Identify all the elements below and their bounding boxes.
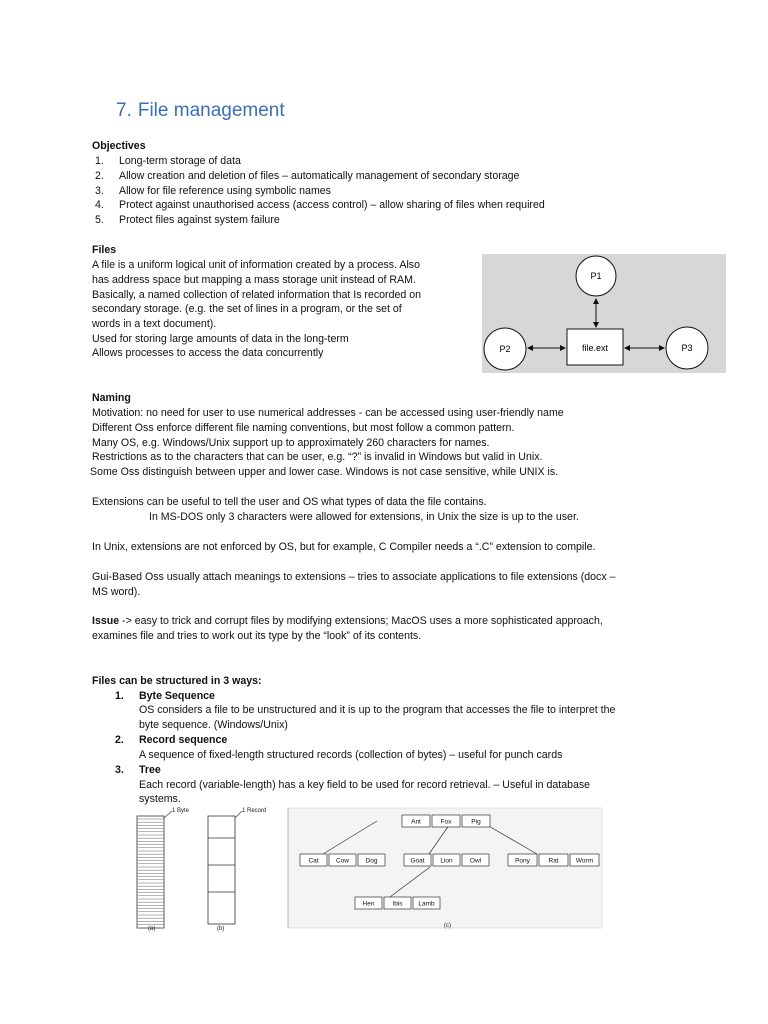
- objectives-heading: Objectives: [92, 140, 146, 152]
- tree-key-label: Fox: [440, 818, 452, 826]
- extensions-line: Extensions can be useful to tell the user and OS what types of data the file contains.: [92, 496, 487, 508]
- tree-key-label: Lamb: [418, 900, 435, 908]
- structure-item-title: 1. Byte Sequence: [115, 690, 215, 702]
- issue-label: Issue: [92, 615, 120, 627]
- tree-key-label: Cat: [308, 857, 319, 865]
- tree-key-label: Ibis: [392, 900, 403, 908]
- files-text-line: secondary storage. (e.g. the set of lines in a program, or the set of: [92, 303, 402, 315]
- p1-label: P1: [590, 271, 602, 281]
- naming-text-line: Many OS, e.g. Windows/Unix support up to approximately 260 characters for names.: [92, 437, 490, 449]
- naming-heading: Naming: [92, 392, 131, 404]
- caption-b: (b): [217, 926, 225, 932]
- structure-heading: Files can be structured in 3 ways:: [92, 675, 262, 687]
- naming-text-line: Restrictions as to the characters that can be user, e.g. “?” is invalid in Windows but valid in Unix.: [92, 451, 543, 463]
- structure-item-text: byte sequence. (Windows/Unix): [139, 719, 288, 731]
- file-structure-svg: [134, 806, 608, 934]
- files-text-line: has address space but mapping a mass storage unit instead of RAM.: [92, 274, 416, 286]
- tree-key-label: Ant: [411, 818, 421, 826]
- title-text: File management: [137, 100, 285, 121]
- record-sequence-diagram: [208, 808, 266, 932]
- file-label: file.ext: [581, 343, 609, 353]
- file-structure-figure: [134, 806, 608, 934]
- tree-diagram: [288, 808, 602, 929]
- p3-label: P3: [681, 343, 693, 353]
- process-file-diagram: [482, 254, 726, 373]
- issue-line: Issue -> easy to trick and corrupt files by modifying extensions; MacOS uses a more sophisticated approach,: [92, 615, 603, 627]
- left-node: [300, 854, 385, 866]
- tree-key-label: Goat: [410, 857, 425, 865]
- tree-key-label: Worm: [575, 857, 594, 865]
- root-node: [402, 815, 490, 827]
- tree-key-label: Pig: [471, 818, 481, 826]
- caption-c: (c): [444, 923, 451, 929]
- unix-extensions-line: In Unix, extensions are not enforced by OS, but for example, C Compiler needs a “.C” extension to compile.: [92, 541, 596, 553]
- files-text-line: words in a text document).: [92, 318, 217, 330]
- tree-key-label: Lion: [440, 857, 453, 865]
- record-label: 1 Record: [242, 808, 267, 814]
- naming-text-line: Some Oss distinguish between upper and lower case. Windows is not case sensitive, while UNIX is.: [90, 466, 559, 478]
- right-node: [508, 854, 599, 866]
- gui-line: Gui-Based Oss usually attach meanings to extensions – tries to associate applications to file extensions (docx –: [92, 571, 616, 583]
- naming-text-line: Motivation: no need for user to use numerical addresses - can be accessed using user-friendly name: [92, 407, 564, 419]
- naming-text-line: Different Oss enforce different file naming conventions, but most follow a common pattern.: [92, 422, 515, 434]
- structure-item-title: 3. Tree: [115, 764, 161, 776]
- objective-item: 1. Long-term storage of data: [95, 155, 241, 167]
- tree-key-label: Cow: [335, 857, 350, 865]
- objective-item: 3. Allow for file reference using symbolic names: [95, 185, 331, 197]
- objective-item: 2. Allow creation and deletion of files – automatically management of secondary storage: [95, 170, 520, 182]
- byte-label: 1 Byte: [172, 808, 190, 814]
- structure-item-text: systems.: [139, 793, 181, 805]
- issue-line: examines file and tries to work out its type by the “look” of its contents.: [92, 630, 422, 642]
- objective-item: 4. Protect against unauthorised access (access control) – allow sharing of files when required: [95, 199, 545, 211]
- files-text-line: Basically, a named collection of related information that Is recorded on: [92, 289, 421, 301]
- files-text-line: Allows processes to access the data concurrently: [92, 347, 324, 359]
- tree-key-label: Owl: [469, 857, 482, 865]
- msdos-line: In MS-DOS only 3 characters were allowed for extensions, in Unix the size is up to the user.: [149, 511, 579, 523]
- p2-label: P2: [499, 344, 511, 354]
- files-heading: Files: [92, 244, 117, 256]
- tree-key-label: Dog: [365, 857, 378, 865]
- structure-item-text: OS considers a file to be unstructured and it is up to the program that accesses the file to interpret the: [139, 704, 616, 716]
- leaf-node: [355, 897, 440, 909]
- middle-node: [404, 854, 489, 866]
- structure-item-title: 2. Record sequence: [115, 734, 228, 746]
- byte-sequence-diagram: [137, 808, 190, 932]
- tree-key-label: Hen: [362, 900, 375, 908]
- gui-line: MS word).: [92, 586, 141, 598]
- objective-item: 5. Protect files against system failure: [95, 214, 280, 226]
- tree-key-label: Rat: [548, 857, 559, 865]
- tree-key-label: Pony: [515, 857, 530, 865]
- page-title: [116, 100, 285, 122]
- files-text-line: A file is a uniform logical unit of information created by a process. Also: [92, 259, 420, 271]
- caption-a: (a): [148, 926, 156, 932]
- files-text-line: Used for storing large amounts of data in the long-term: [92, 333, 349, 345]
- structure-item-text: A sequence of fixed-length structured records (collection of bytes) – useful for punch cards: [139, 749, 563, 761]
- structure-item-text: Each record (variable-length) has a key field to be used for record retrieval. – Useful in database: [139, 779, 591, 791]
- section-number: 7.: [116, 100, 132, 121]
